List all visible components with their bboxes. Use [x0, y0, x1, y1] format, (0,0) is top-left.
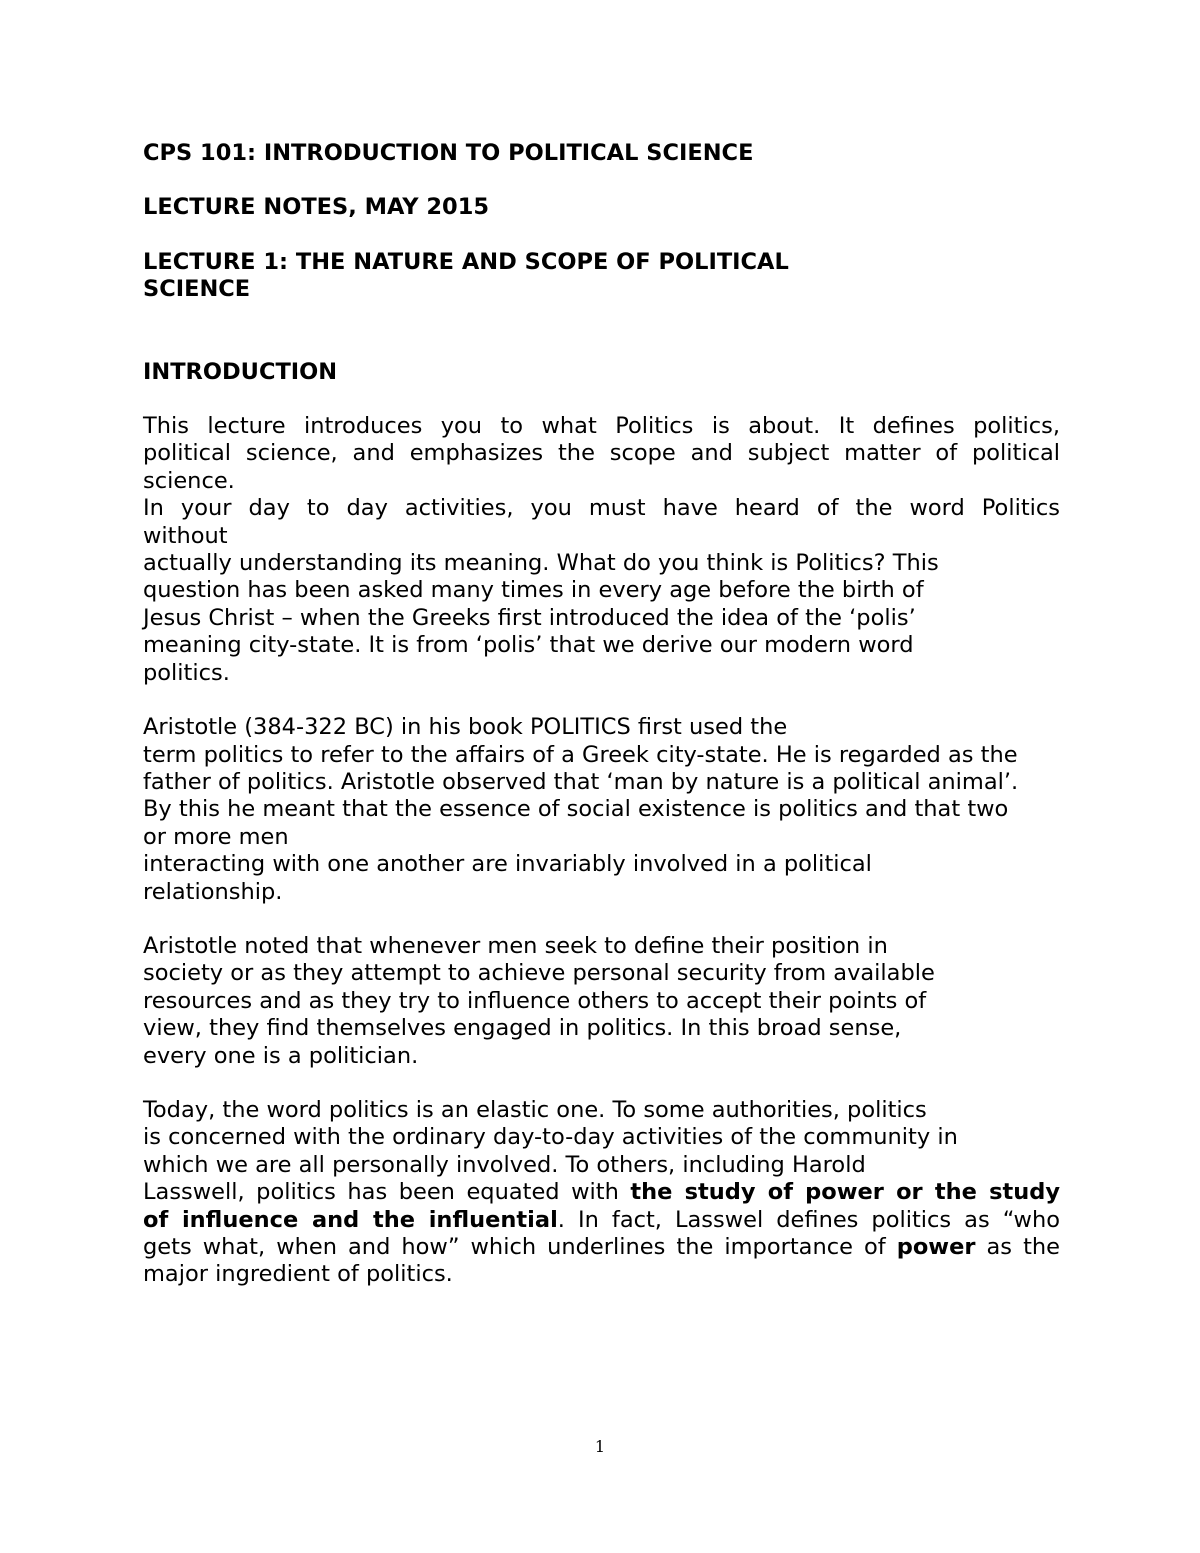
text-run: Lasswell, politics has been equated with — [143, 1179, 631, 1206]
lecture-title-line: LECTURE 1: THE NATURE AND SCOPE OF POLITICAL — [143, 248, 789, 275]
text-line: interacting with one another are invariably involved in a political — [143, 851, 872, 878]
text-line — [143, 1179, 1060, 1206]
text-line — [143, 1234, 1060, 1261]
text-line: or more men — [143, 823, 289, 850]
lecture-title — [143, 249, 1060, 304]
text-line: society or as they attempt to achieve personal security from available — [143, 960, 935, 987]
text-line: term politics to refer to the affairs of a Greek city-state. He is regarded as the — [143, 741, 1018, 768]
text-line: resources and as they try to influence others to accept their points of — [143, 987, 927, 1014]
bold-text-run: the study of power or the study — [630, 1179, 1061, 1206]
paragraph-aristotle — [143, 714, 1060, 906]
text-line: Today, the word politics is an elastic one. To some authorities, politics — [143, 1096, 927, 1123]
paragraph-aristotle-noted — [143, 933, 1060, 1070]
text-line: without — [143, 522, 228, 549]
paragraph-lasswell — [143, 1097, 1060, 1289]
text-line: politics. — [143, 659, 230, 686]
text-line: political science, and emphasizes the scope and subject matter of political — [143, 440, 1060, 467]
text-line: science. — [143, 467, 235, 494]
text-run: as the — [975, 1234, 1060, 1260]
text-line: father of politics. Aristotle observed that ‘man by nature is a political animal’. — [143, 768, 1019, 795]
text-line: question has been asked many times in every age before the birth of — [143, 577, 924, 604]
text-run: . In fact, Lasswel defines politics as “who — [557, 1206, 1060, 1233]
text-line: This lecture introduces you to what Politics is about. It defines politics, — [143, 413, 1060, 440]
page-number: 1 — [594, 1437, 606, 1456]
text-line: which we are all personally involved. To others, including Harold — [143, 1151, 866, 1178]
text-line: Aristotle noted that whenever men seek to define their position in — [143, 932, 888, 959]
text-line — [143, 1207, 1060, 1234]
text-line: major ingredient of politics. — [143, 1261, 453, 1288]
text-line: every one is a politician. — [143, 1042, 419, 1069]
text-line: actually understanding its meaning. What do you think is Politics? This — [143, 550, 939, 577]
text-run: gets what, when and how” which underlines the importance of — [143, 1234, 897, 1260]
text-line: By this he meant that the essence of social existence is politics and that two — [143, 796, 1009, 823]
lecture-title-line: SCIENCE — [143, 276, 251, 303]
lecture-notes-subtitle: LECTURE NOTES, MAY 2015 — [143, 194, 490, 221]
text-line: view, they find themselves engaged in politics. In this broad sense, — [143, 1015, 902, 1042]
bold-text-run: power — [896, 1234, 976, 1260]
text-line: In your day to day activities, you must have heard of the word Politics — [143, 495, 1060, 522]
text-line: meaning city-state. It is from ‘polis’ that we derive our modern word — [143, 632, 914, 659]
text-line: Jesus Christ – when the Greeks first introduced the idea of the ‘polis’ — [143, 604, 916, 631]
document-page — [143, 140, 1060, 1316]
text-line: is concerned with the ordinary day-to-day activities of the community in — [143, 1124, 958, 1151]
section-heading-introduction: INTRODUCTION — [143, 358, 338, 385]
text-line: Aristotle (384-322 BC) in his book POLITICS first used the — [143, 714, 788, 741]
text-line: relationship. — [143, 878, 283, 905]
bold-text-run: of influence and the influential — [143, 1206, 558, 1233]
paragraph-introduction — [143, 413, 1060, 687]
course-title: CPS 101: INTRODUCTION TO POLITICAL SCIENCE — [143, 140, 754, 166]
